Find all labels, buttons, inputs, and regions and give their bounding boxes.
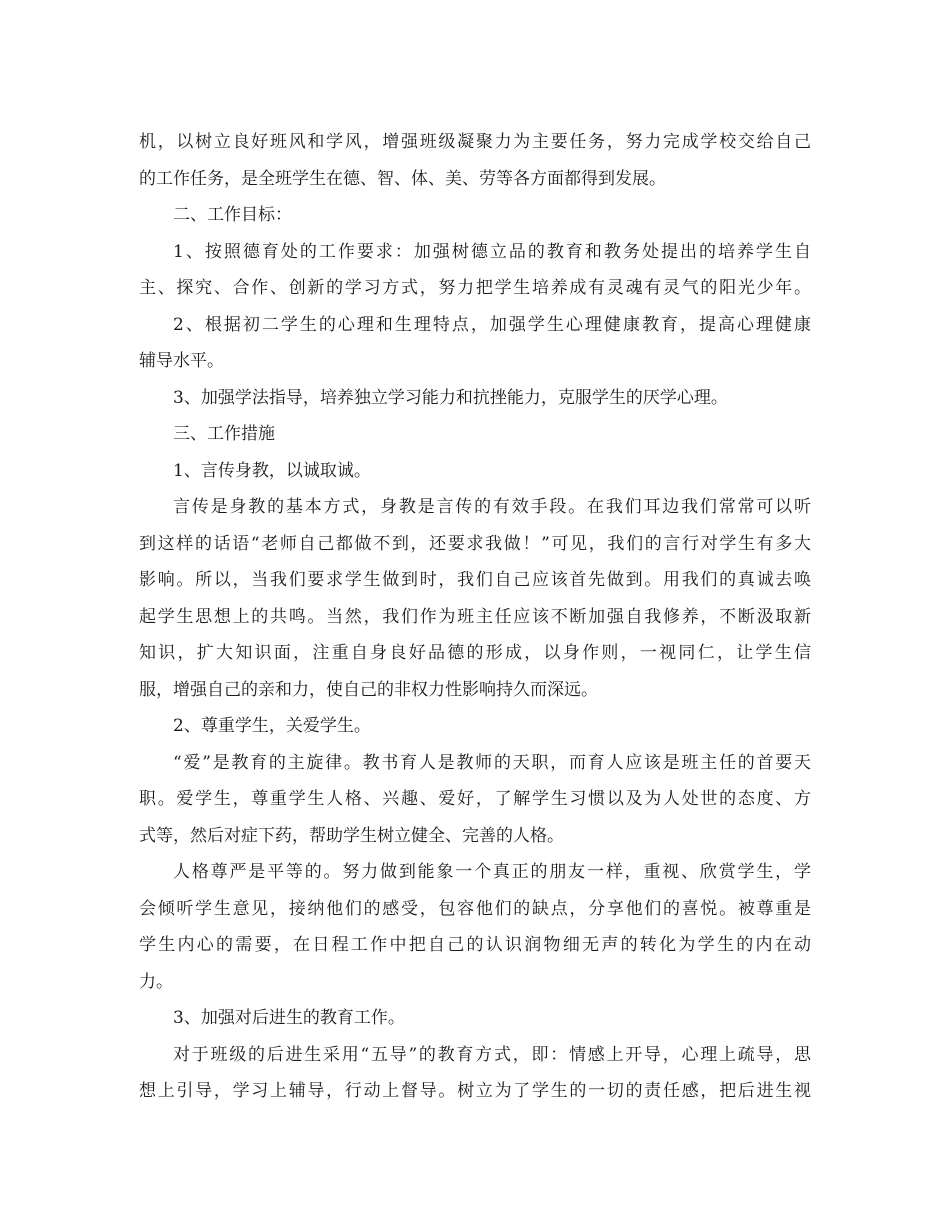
text-line: 主、探究、合作、创新的学习方式，努力把学生培养成有灵魂有灵气的阳光少年。 xyxy=(139,278,811,298)
text-line: 会倾听学生意见，接纳他们的感受，包容他们的缺点，分享他们的喜悦。被尊重是 xyxy=(139,898,811,919)
text-line: “爱”是教育的主旋律。教书育人是教师的天职，而育人应该是班主任的首要天 xyxy=(173,752,811,773)
text-line: 职。爱学生，尊重学生人格、兴趣、爱好，了解学生习惯以及为人处世的态度、方 xyxy=(139,789,811,809)
text-line: 式等，然后对症下药，帮助学生树立健全、完善的人格。 xyxy=(139,825,564,846)
text-line: 2、根据初二学生的心理和生理特点，加强学生心理健康教育，提高心理健康 xyxy=(173,314,811,335)
text-line: 机，以树立良好班风和学风，增强班级凝聚力为主要任务，努力完成学校交给自己 xyxy=(139,132,811,152)
text-line: 言传是身教的基本方式，身教是言传的有效手段。在我们耳边我们常常可以听 xyxy=(173,497,811,517)
text-line: 人格尊严是平等的。努力做到能象一个真正的朋友一样，重视、欣赏学生，学 xyxy=(173,862,811,882)
text-line: 力。 xyxy=(139,971,173,992)
text-line: 学生内心的需要，在日程工作中把自己的认识润物细无声的转化为学生的内在动 xyxy=(139,935,811,955)
text-line: 二、工作目标： xyxy=(173,205,292,225)
text-line: 辅导水平。 xyxy=(139,351,224,371)
text-line: 影响。所以，当我们要求学生做到时，我们自己应该首先做到。用我们的真诚去唤 xyxy=(139,570,811,590)
text-line: 3、加强对后进生的教育工作。 xyxy=(173,1008,405,1028)
text-line: 1、按照德育处的工作要求：加强树德立品的教育和教务处提出的培养学生自 xyxy=(173,241,811,262)
text-line: 到这样的话语“老师自己都做不到，还要求我做！”可见，我们的言行对学生有多大 xyxy=(139,533,811,554)
text-line: 服，增强自己的亲和力，使自己的非权力性影响持久而深远。 xyxy=(139,679,598,700)
text-line: 2、尊重学生，关爱学生。 xyxy=(173,716,371,736)
text-line: 三、工作措施 xyxy=(173,424,275,444)
text-line: 的工作任务，是全班学生在德、智、体、美、劳等各方面都得到发展。 xyxy=(139,168,666,189)
text-line: 对于班级的后进生采用“五导”的教育方式，即：情感上开导，心理上疏导，思 xyxy=(173,1044,811,1065)
text-line: 起学生思想上的共鸣。当然，我们作为班主任应该不断加强自我修养，不断汲取新 xyxy=(139,606,811,627)
text-line: 3、加强学法指导，培养独立学习能力和抗挫能力，克服学生的厌学心理。 xyxy=(173,387,728,408)
text-line: 1、言传身教，以诚取诚。 xyxy=(173,460,371,481)
text-line: 知识，扩大知识面，注重自身良好品德的形成，以身作则，一视同仁，让学生信 xyxy=(139,643,811,663)
text-line: 想上引导，学习上辅导，行动上督导。树立为了学生的一切的责任感，把后进生视 xyxy=(139,1081,811,1101)
document-body xyxy=(139,124,811,1110)
